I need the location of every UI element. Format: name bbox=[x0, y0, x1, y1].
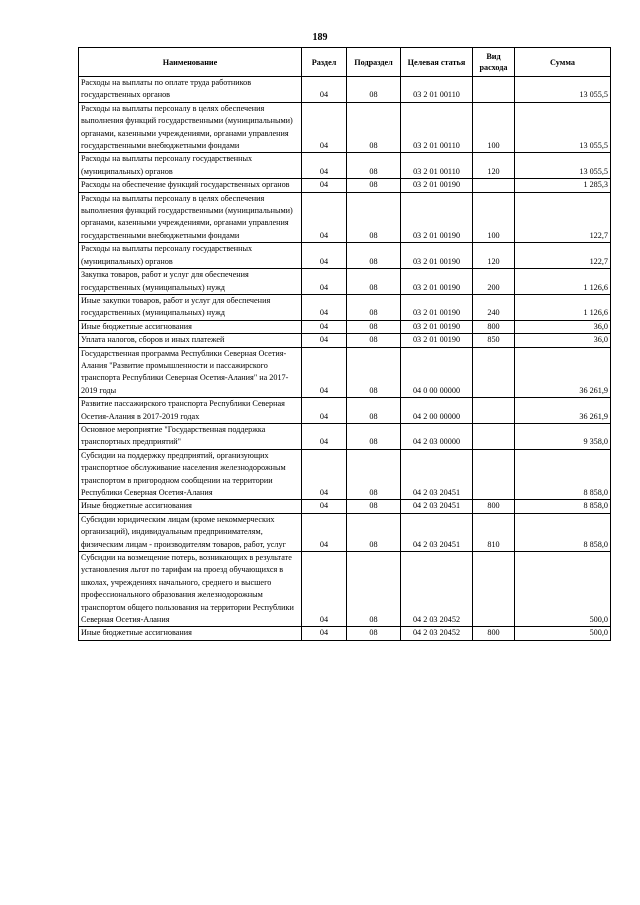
table-row bbox=[79, 552, 611, 627]
row-razdel: 04 bbox=[302, 320, 347, 333]
row-razdel: 04 bbox=[302, 243, 347, 269]
table-row bbox=[79, 269, 611, 295]
row-target: 04 2 03 20452 bbox=[401, 627, 473, 640]
row-target: 04 2 00 00000 bbox=[401, 398, 473, 424]
row-razdel: 04 bbox=[302, 192, 347, 243]
table-row bbox=[79, 294, 611, 320]
row-target: 03 2 01 00110 bbox=[401, 102, 473, 153]
row-sum: 122,7 bbox=[515, 243, 611, 269]
row-razdel: 04 bbox=[302, 179, 347, 192]
row-name: Государственная программа Республики Северная Осетия-Алания "Развитие промышленности и пассажирского транспорта Республики Северная Осетия-Алания" на 2017-2019 годы bbox=[79, 347, 302, 398]
row-vid: 100 bbox=[473, 192, 515, 243]
row-razdel: 04 bbox=[302, 347, 347, 398]
row-vid: 850 bbox=[473, 334, 515, 347]
row-podrazdel: 08 bbox=[347, 513, 401, 551]
page-number: 189 bbox=[312, 32, 328, 43]
row-target: 03 2 01 00190 bbox=[401, 294, 473, 320]
row-razdel: 04 bbox=[302, 77, 347, 103]
row-sum: 36 261,9 bbox=[515, 398, 611, 424]
row-sum: 13 055,5 bbox=[515, 102, 611, 153]
column-header-target: Целевая статья bbox=[401, 48, 473, 77]
table-row bbox=[79, 347, 611, 398]
row-sum: 36,0 bbox=[515, 334, 611, 347]
row-razdel: 04 bbox=[302, 153, 347, 179]
row-podrazdel: 08 bbox=[347, 102, 401, 153]
row-razdel: 04 bbox=[302, 552, 347, 627]
row-sum: 36 261,9 bbox=[515, 347, 611, 398]
table-row bbox=[79, 500, 611, 513]
row-razdel: 04 bbox=[302, 500, 347, 513]
row-name: Расходы на выплаты по оплате труда работников государственных органов bbox=[79, 77, 302, 103]
row-podrazdel: 08 bbox=[347, 320, 401, 333]
row-name: Расходы на выплаты персоналу государственных (муниципальных) органов bbox=[79, 243, 302, 269]
table-row bbox=[79, 627, 611, 640]
row-target: 03 2 01 00190 bbox=[401, 179, 473, 192]
table-row bbox=[79, 179, 611, 192]
table-row bbox=[79, 423, 611, 449]
row-razdel: 04 bbox=[302, 423, 347, 449]
row-podrazdel: 08 bbox=[347, 398, 401, 424]
row-target: 04 2 03 20451 bbox=[401, 500, 473, 513]
row-razdel: 04 bbox=[302, 294, 347, 320]
row-sum: 13 055,5 bbox=[515, 77, 611, 103]
row-podrazdel: 08 bbox=[347, 179, 401, 192]
row-name: Иные бюджетные ассигнования bbox=[79, 320, 302, 333]
row-name: Уплата налогов, сборов и иных платежей bbox=[79, 334, 302, 347]
row-podrazdel: 08 bbox=[347, 334, 401, 347]
row-target: 03 2 01 00190 bbox=[401, 243, 473, 269]
row-name: Иные закупки товаров, работ и услуг для обеспечения государственных (муниципальных) нужд bbox=[79, 294, 302, 320]
row-podrazdel: 08 bbox=[347, 552, 401, 627]
row-razdel: 04 bbox=[302, 513, 347, 551]
row-name: Расходы на обеспечение функций государственных органов bbox=[79, 179, 302, 192]
row-name: Иные бюджетные ассигнования bbox=[79, 500, 302, 513]
row-sum: 36,0 bbox=[515, 320, 611, 333]
row-vid: 120 bbox=[473, 243, 515, 269]
column-header-podrazdel: Подраздел bbox=[347, 48, 401, 77]
column-header-vid: Вид расхода bbox=[473, 48, 515, 77]
row-name: Субсидии на возмещение потерь, возникающих в результате установления льгот по тарифам на проезд обучающихся в школах, учреждениях начального, среднего и высшего профессионального образования железнодорожным транспортом общего пользования на территории Республики Северная Осетия-Алания bbox=[79, 552, 302, 627]
table-row bbox=[79, 102, 611, 153]
row-razdel: 04 bbox=[302, 334, 347, 347]
row-name: Субсидии юридическим лицам (кроме некоммерческих организаций), индивидуальным предпринимателям, физическим лицам - производителям товаров, работ, услуг bbox=[79, 513, 302, 551]
row-name: Расходы на выплаты персоналу в целях обеспечения выполнения функций государственными (муниципальными) органами, казенными учреждениями, органами управления государственными внебюджетными фондами bbox=[79, 102, 302, 153]
row-vid: 800 bbox=[473, 627, 515, 640]
row-name: Расходы на выплаты персоналу в целях обеспечения выполнения функций государственными (муниципальными) органами, казенными учреждениями, органами управления государственными внебюджетными фондами bbox=[79, 192, 302, 243]
row-razdel: 04 bbox=[302, 627, 347, 640]
row-name: Закупка товаров, работ и услуг для обеспечения государственных (муниципальных) нужд bbox=[79, 269, 302, 295]
row-podrazdel: 08 bbox=[347, 627, 401, 640]
row-vid: 800 bbox=[473, 500, 515, 513]
column-header-razdel: Раздел bbox=[302, 48, 347, 77]
row-razdel: 04 bbox=[302, 269, 347, 295]
header-row bbox=[79, 48, 611, 77]
row-podrazdel: 08 bbox=[347, 347, 401, 398]
row-vid bbox=[473, 347, 515, 398]
row-vid bbox=[473, 77, 515, 103]
row-vid: 800 bbox=[473, 320, 515, 333]
row-podrazdel: 08 bbox=[347, 423, 401, 449]
row-target: 04 0 00 00000 bbox=[401, 347, 473, 398]
row-sum: 8 858,0 bbox=[515, 500, 611, 513]
column-header-sum: Сумма bbox=[515, 48, 611, 77]
row-name: Развитие пассажирского транспорта Республики Северная Осетия-Алания в 2017-2019 годах bbox=[79, 398, 302, 424]
row-vid bbox=[473, 179, 515, 192]
row-vid: 120 bbox=[473, 153, 515, 179]
row-name: Субсидии на поддержку предприятий, организующих транспортное обслуживание населения железнодорожным транспортом в пригородном сообщении на территории Республики Северная Осетия-Алания bbox=[79, 449, 302, 500]
column-header-name: Наименование bbox=[79, 48, 302, 77]
row-vid: 100 bbox=[473, 102, 515, 153]
row-target: 04 2 03 00000 bbox=[401, 423, 473, 449]
row-target: 03 2 01 00110 bbox=[401, 153, 473, 179]
table-row bbox=[79, 334, 611, 347]
row-vid: 200 bbox=[473, 269, 515, 295]
table-row bbox=[79, 398, 611, 424]
row-podrazdel: 08 bbox=[347, 449, 401, 500]
row-podrazdel: 08 bbox=[347, 269, 401, 295]
row-podrazdel: 08 bbox=[347, 294, 401, 320]
table-row bbox=[79, 77, 611, 103]
row-target: 03 2 01 00190 bbox=[401, 192, 473, 243]
row-sum: 8 858,0 bbox=[515, 513, 611, 551]
budget-table bbox=[78, 47, 611, 641]
row-name: Расходы на выплаты персоналу государственных (муниципальных) органов bbox=[79, 153, 302, 179]
row-sum: 122,7 bbox=[515, 192, 611, 243]
table-row bbox=[79, 192, 611, 243]
table-row bbox=[79, 153, 611, 179]
row-target: 03 2 01 00110 bbox=[401, 77, 473, 103]
row-razdel: 04 bbox=[302, 398, 347, 424]
row-target: 03 2 01 00190 bbox=[401, 320, 473, 333]
row-sum: 1 285,3 bbox=[515, 179, 611, 192]
row-vid bbox=[473, 423, 515, 449]
row-vid bbox=[473, 449, 515, 500]
row-podrazdel: 08 bbox=[347, 500, 401, 513]
row-target: 04 2 03 20451 bbox=[401, 449, 473, 500]
row-sum: 1 126,6 bbox=[515, 294, 611, 320]
row-razdel: 04 bbox=[302, 102, 347, 153]
table-row bbox=[79, 513, 611, 551]
row-name: Иные бюджетные ассигнования bbox=[79, 627, 302, 640]
row-target: 04 2 03 20451 bbox=[401, 513, 473, 551]
table-row bbox=[79, 320, 611, 333]
row-target: 03 2 01 00190 bbox=[401, 334, 473, 347]
table-row bbox=[79, 243, 611, 269]
row-vid bbox=[473, 552, 515, 627]
row-podrazdel: 08 bbox=[347, 77, 401, 103]
row-sum: 1 126,6 bbox=[515, 269, 611, 295]
row-vid bbox=[473, 398, 515, 424]
row-podrazdel: 08 bbox=[347, 243, 401, 269]
row-sum: 13 055,5 bbox=[515, 153, 611, 179]
table-row bbox=[79, 449, 611, 500]
row-podrazdel: 08 bbox=[347, 153, 401, 179]
row-sum: 9 358,0 bbox=[515, 423, 611, 449]
row-sum: 8 858,0 bbox=[515, 449, 611, 500]
row-podrazdel: 08 bbox=[347, 192, 401, 243]
row-razdel: 04 bbox=[302, 449, 347, 500]
row-vid: 810 bbox=[473, 513, 515, 551]
row-vid: 240 bbox=[473, 294, 515, 320]
row-sum: 500,0 bbox=[515, 552, 611, 627]
row-target: 03 2 01 00190 bbox=[401, 269, 473, 295]
row-sum: 500,0 bbox=[515, 627, 611, 640]
row-target: 04 2 03 20452 bbox=[401, 552, 473, 627]
row-name: Основное мероприятие "Государственная поддержка транспортных предприятий" bbox=[79, 423, 302, 449]
